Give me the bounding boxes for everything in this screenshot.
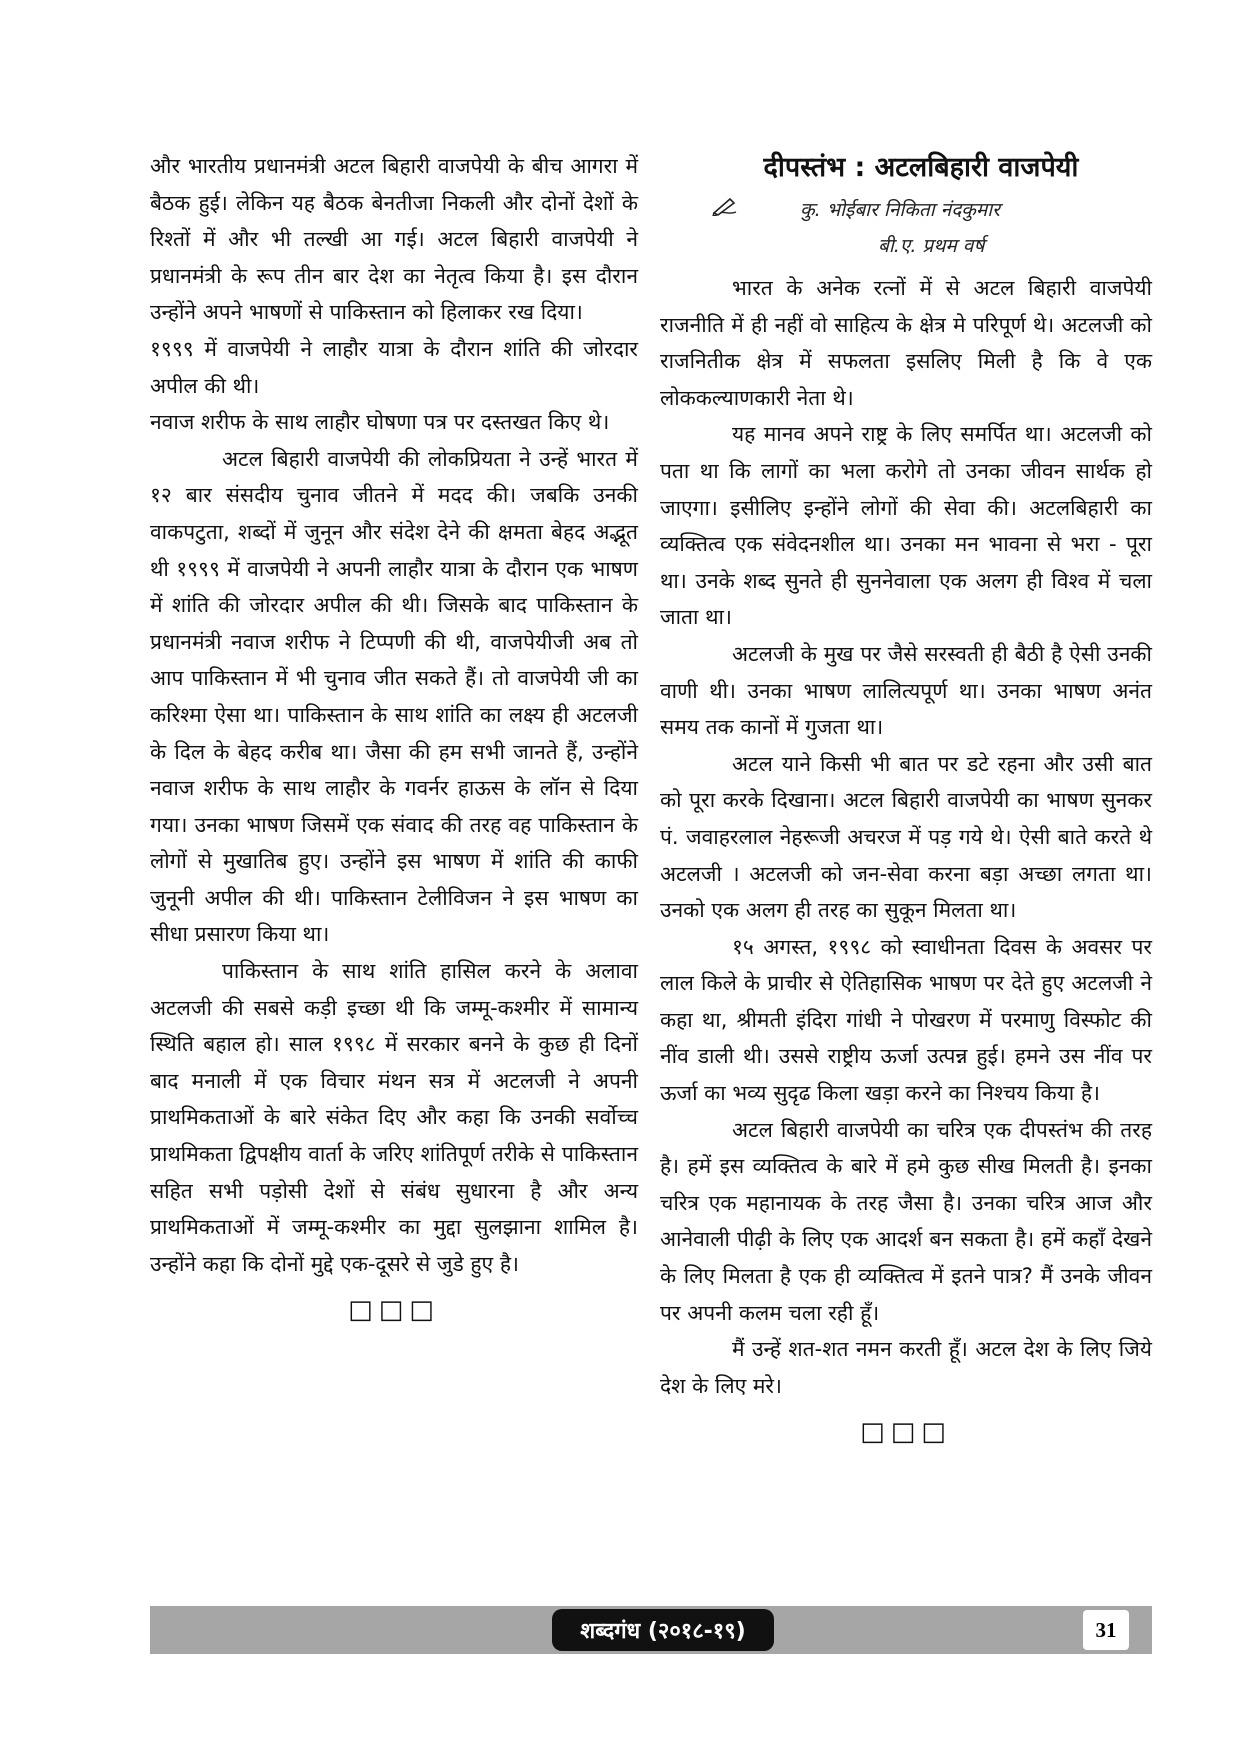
page-number: 31 xyxy=(1083,1610,1129,1650)
right-paragraph-1: भारत के अनेक रत्नों में से अटल बिहारी वाजपेयी राजनीति में ही नहीं वो साहित्य के क्षेत्र मे परिपूर्ण थे। अटलजी को राजनितीक क्षेत्र में सफलता इसलिए मिली है कि वे एक लोककल्याणकारी नेता थे। xyxy=(660,276,1152,410)
left-column xyxy=(150,148,638,1328)
right-paragraph-6: अटल बिहारी वाजपेयी का चरित्र एक दीपस्तंभ की तरह है। हमें इस व्यक्तित्व के बारे में हमे कुछ सीख मिलती है। इनका चरित्र एक महानायक के तरह जैसा है। उनका चरित्र आज और आनेवाली पीढ़ी के लिए एक आदर्श बन सकता है। हमें कहाँ देखने के लिए मिलता है एक ही व्यक्तित्व में इतने पात्र? मैं उनके जीवन पर अपनी कलम चला रही हूँ। xyxy=(660,1117,1152,1325)
right-end-marks: □□□ xyxy=(860,1417,952,1448)
right-paragraph-4: अटल याने किसी भी बात पर डटे रहना और उसी बात को पूरा करके दिखाना। अटल बिहारी वाजपेयी का भाषण सुनकर पं. जवाहरलाल नेहरूजी अचरज में पड़ गये थे। ऐसी बाते करते थे अटलजी । अटलजी को जन-सेवा करना बड़ा अच्छा लगता था। उनको एक अलग ही तरह का सुकून मिलता था। xyxy=(660,751,1152,923)
author-line xyxy=(660,192,1152,228)
left-paragraph-1: और भारतीय प्रधानमंत्री अटल बिहारी वाजपेयी के बीच आगरा में बैठक हुई। लेकिन यह बैठक बेनतीजा निकली और दोनों देशों के रिश्तों में और भी तल्खी आ गई। अटल बिहारी वाजपेयी ने प्रधानमंत्री के रूप तीन बार देश का नेतृत्व किया है। इस दौरान उन्होंने अपने भाषणों से पाकिस्तान को हिलाकर रख दिया। xyxy=(150,154,638,325)
left-paragraph-4: अटल बिहारी वाजपेयी की लोकप्रियता ने उन्हें भारत में १२ बार संसदीय चुनाव जीतने में मदद की। जबकि उनकी वाकपटुता, शब्दों में जुनून और संदेश देने की क्षमता बेहद अद्भूत थी १९९९ में वाजपेयी ने अपनी लाहौर यात्रा के दौरान एक भाषण में शांति की जोरदार अपील की थी। जिसके बाद पाकिस्तान के प्रधानमंत्री नवाज शरीफ ने टिप्पणी की थी, वाजपेयीजी अब तो आप पाकिस्तान में भी चुनाव जीत सकते हैं। तो वाजपेयी जी का करिश्मा ऐसा था। पाकिस्तान के साथ शांति का लक्ष्य ही अटलजी के दिल के बेहद करीब था। जैसा की हम सभी जानते हैं, उन्होंने नवाज शरीफ के साथ लाहौर के गवर्नर हाऊस के लॉन से दिया गया। उनका भाषण जिसमें एक संवाद की तरह वह पाकिस्तान के लोगों से मुखातिब हुए। उन्होंने इस भाषण में शांति की काफी जुनूनी अपील की थी। पाकिस्तान टेलीविजन ने इस भाषण का सीधा प्रसारण किया था। xyxy=(150,446,638,947)
left-paragraph-2: १९९९ में वाजपेयी ने लाहौर यात्रा के दौरान शांति की जोरदार अपील की थी। xyxy=(150,336,638,398)
left-end-marks: □□□ xyxy=(348,1295,440,1326)
author-class: बी.ए. प्रथम वर्ष xyxy=(878,235,985,257)
article-title: दीपस्तंभ : अटलबिहारी वाजपेयी xyxy=(763,152,1079,183)
right-paragraph-7: मैं उन्हें शत-शत नमन करती हूँ। अटल देश के लिए जिये देश के लिए मरे। xyxy=(660,1337,1152,1398)
left-paragraph-5: पाकिस्तान के साथ शांति हासिल करने के अलावा अटलजी की सबसे कड़ी इच्छा थी कि जम्मू-कश्मीर में सामान्य स्थिति बहाल हो। साल १९९८ में सरकार बनने के कुछ ही दिनों बाद मनाली में एक विचार मंथन सत्र में अटलजी ने अपनी प्राथमिकताओं के बारे संकेत दिए और कहा कि उनकी सर्वोच्च प्राथमिकता द्विपक्षीय वार्ता के जरिए शांतिपूर्ण तरीके से पाकिस्तान सहित सभी पड़ोसी देशों से संबंध सुधारना है और अन्य प्राथमिकताओं में जम्मू-कश्मीर का मुद्दा सुलझाना शामिल है। उन्होंने कहा कि दोनों मुद्दे एक-दूसरे से जुडे हुए है। xyxy=(150,959,638,1276)
right-column xyxy=(660,148,1152,1450)
author-name: कु. भोईबार निकिता नंदकुमार xyxy=(800,199,1000,221)
magazine-title: शब्दगंध (२०१८-१९) xyxy=(552,1609,774,1651)
pen-icon xyxy=(712,192,794,228)
right-paragraph-5: १५ अगस्त, १९९८ को स्वाधीनता दिवस के अवसर पर लाल किले के प्राचीर से ऐतिहासिक भाषण पर देते हुए अटलजी ने कहा था, श्रीमती इंदिरा गांधी ने पोखरण में परमाणु विस्फोट की नींव डाली थी। उससे राष्ट्रीय ऊर्जा उत्पन्न हुई। हमने उस नींव पर ऊर्जा का भव्य सुदृढ किला खड़ा करने का निश्चय किया है। xyxy=(660,934,1152,1106)
right-paragraph-3: अटलजी के मुख पर जैसे सरस्वती ही बैठी है ऐसी उनकी वाणी थी। उनका भाषण लालित्यपूर्ण था। उनका भाषण अनंत समय तक कानों में गुजता था। xyxy=(660,641,1152,740)
right-paragraph-2: यह मानव अपने राष्ट्र के लिए समर्पित था। अटलजी को पता था कि लागों का भला करोगे तो उनका जीवन सार्थक हो जाएगा। इसीलिए इन्होंने लोगों की सेवा की। अटलबिहारी का व्यक्तित्व एक संवेदनशील था। उनका मन भावना से भरा - पूरा था। उनके शब्द सुनते ही सुननेवाला एक अलग ही विश्व में चला जाता था। xyxy=(660,422,1152,630)
left-paragraph-3: नवाज शरीफ के साथ लाहौर घोषणा पत्र पर दस्तखत किए थे। xyxy=(150,410,610,435)
